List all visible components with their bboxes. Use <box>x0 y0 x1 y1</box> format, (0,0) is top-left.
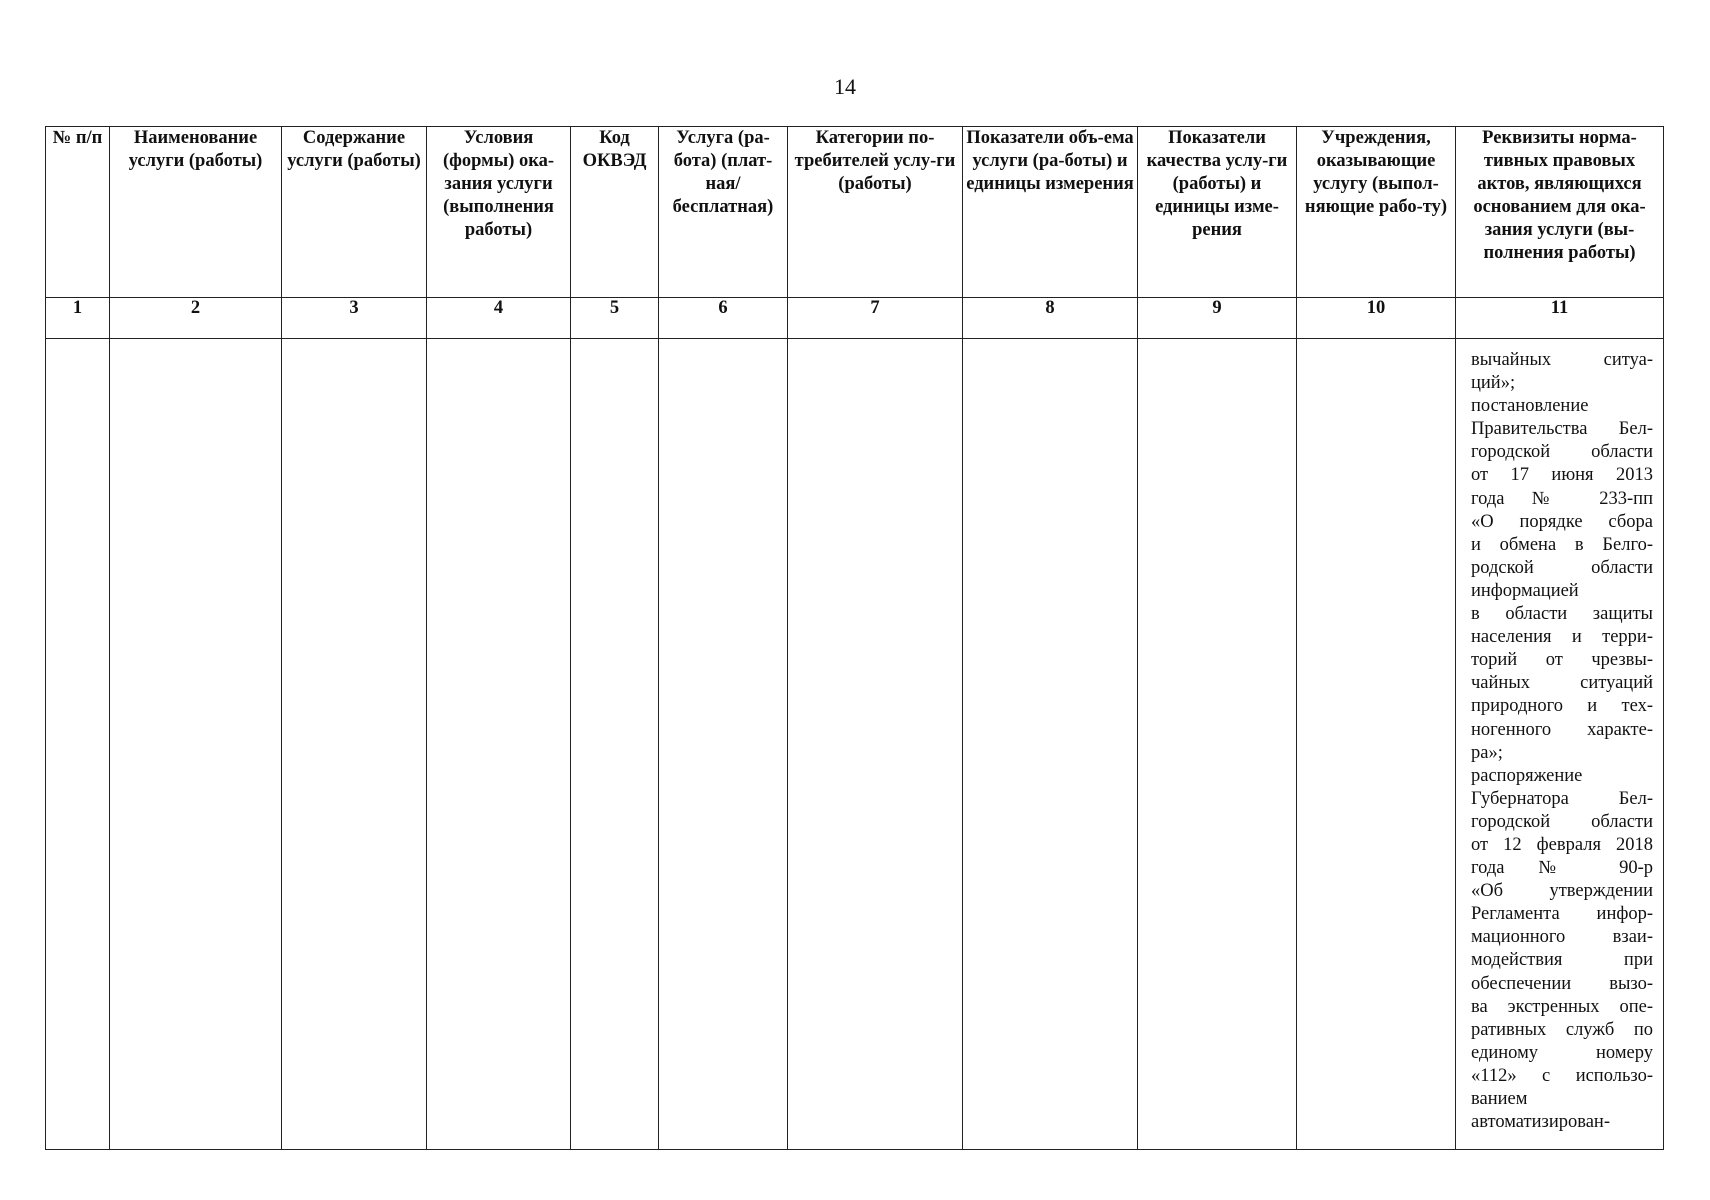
text-line: мационного взаи- <box>1471 927 1653 948</box>
text-line: «О порядке сбора <box>1471 511 1653 532</box>
body-cell-9 <box>1138 339 1297 1150</box>
text-line: вычайных ситуа- <box>1471 350 1653 370</box>
header-col-6: Услуга (ра-бота) (плат-ная/ бесплатная) <box>659 127 788 298</box>
column-number: 3 <box>282 298 427 339</box>
services-table <box>45 126 1664 1150</box>
header-col-5: Код ОКВЭД <box>571 127 659 298</box>
column-number: 6 <box>659 298 788 339</box>
header-col-1: № п/п <box>46 127 110 298</box>
text-line: обеспечении вызо- <box>1471 973 1653 994</box>
text-line: года № 233-пп <box>1471 488 1653 509</box>
body-row <box>46 339 1664 1150</box>
column-number: 7 <box>788 298 963 339</box>
body-cell-3 <box>282 339 427 1150</box>
column-number: 1 <box>46 298 110 339</box>
header-row <box>46 127 1664 298</box>
header-col-3: Содержание услуги (работы) <box>282 127 427 298</box>
header-col-10: Учреждения, оказывающие услугу (выпол-няющие рабо-ту) <box>1297 127 1456 298</box>
text-line: «Об утверждении <box>1471 881 1653 902</box>
column-number: 2 <box>110 298 282 339</box>
column-number-row <box>46 298 1664 339</box>
column-number: 9 <box>1138 298 1297 339</box>
body-cell-5 <box>571 339 659 1150</box>
text-line: года № 90-р <box>1471 858 1653 879</box>
header-col-9: Показатели качества услу-ги (работы) и единицы изме-рения <box>1138 127 1297 298</box>
text-line: Регламента инфор- <box>1471 904 1653 925</box>
text-line: от 12 февраля 2018 <box>1471 834 1653 855</box>
text-line: информацией <box>1471 580 1579 601</box>
text-line: ногенного характе- <box>1471 719 1653 740</box>
column-number: 10 <box>1297 298 1456 339</box>
text-line: Губернатора Бел- <box>1471 788 1653 809</box>
text-line: распоряжение <box>1471 765 1583 786</box>
text-line: родской области <box>1471 557 1653 578</box>
legal-acts-text <box>1456 339 1663 1134</box>
column-number: 11 <box>1456 298 1664 339</box>
text-line: ра»; <box>1471 742 1503 763</box>
body-cell-1 <box>46 339 110 1150</box>
text-line: постановление <box>1471 396 1589 417</box>
text-line: природного и тех- <box>1471 696 1653 717</box>
text-line: торий от чрезвы- <box>1471 650 1653 671</box>
text-line: населения и терри- <box>1471 627 1653 648</box>
text-line: ванием <box>1471 1089 1528 1109</box>
header-col-8: Показатели объ-ема услуги (ра-боты) и единицы измерения <box>963 127 1138 298</box>
body-cell-8 <box>963 339 1138 1150</box>
text-line: от 17 июня 2013 <box>1471 465 1653 486</box>
header-col-2: Наименование услуги (работы) <box>110 127 282 298</box>
column-number: 4 <box>427 298 571 339</box>
body-cell-2 <box>110 339 282 1150</box>
text-line: ративных служб по <box>1471 1019 1653 1040</box>
header-col-7: Категории по-требителей услу-ги (работы) <box>788 127 963 298</box>
text-line: Правительства Бел- <box>1471 419 1653 440</box>
text-line: модействия при <box>1471 950 1653 971</box>
column-number: 8 <box>963 298 1138 339</box>
text-line: единому номеру <box>1471 1042 1653 1063</box>
page-number: 14 <box>834 74 856 99</box>
header-col-11: Реквизиты норма-тивных правовых актов, являющихся основанием для ока-зания услуги (вы-полнения работы) <box>1456 127 1664 298</box>
body-cell-7 <box>788 339 963 1150</box>
body-cell-10 <box>1297 339 1456 1150</box>
body-cell-6 <box>659 339 788 1150</box>
column-number: 5 <box>571 298 659 339</box>
header-col-4: Условия (формы) ока-зания услуги (выполнения работы) <box>427 127 571 298</box>
body-cell-11 <box>1456 339 1664 1150</box>
text-line: ций»; <box>1471 373 1516 394</box>
text-line: «112» с использо- <box>1471 1065 1653 1086</box>
text-line: в области защиты <box>1471 604 1653 625</box>
body-cell-4 <box>427 339 571 1150</box>
text-line: ва экстренных опе- <box>1471 996 1653 1017</box>
text-line: городской области <box>1471 811 1653 832</box>
text-line: городской области <box>1471 442 1653 463</box>
text-line: и обмена в Белго- <box>1471 534 1653 555</box>
text-line: чайных ситуаций <box>1471 673 1653 694</box>
text-line: автоматизирован- <box>1471 1112 1610 1133</box>
